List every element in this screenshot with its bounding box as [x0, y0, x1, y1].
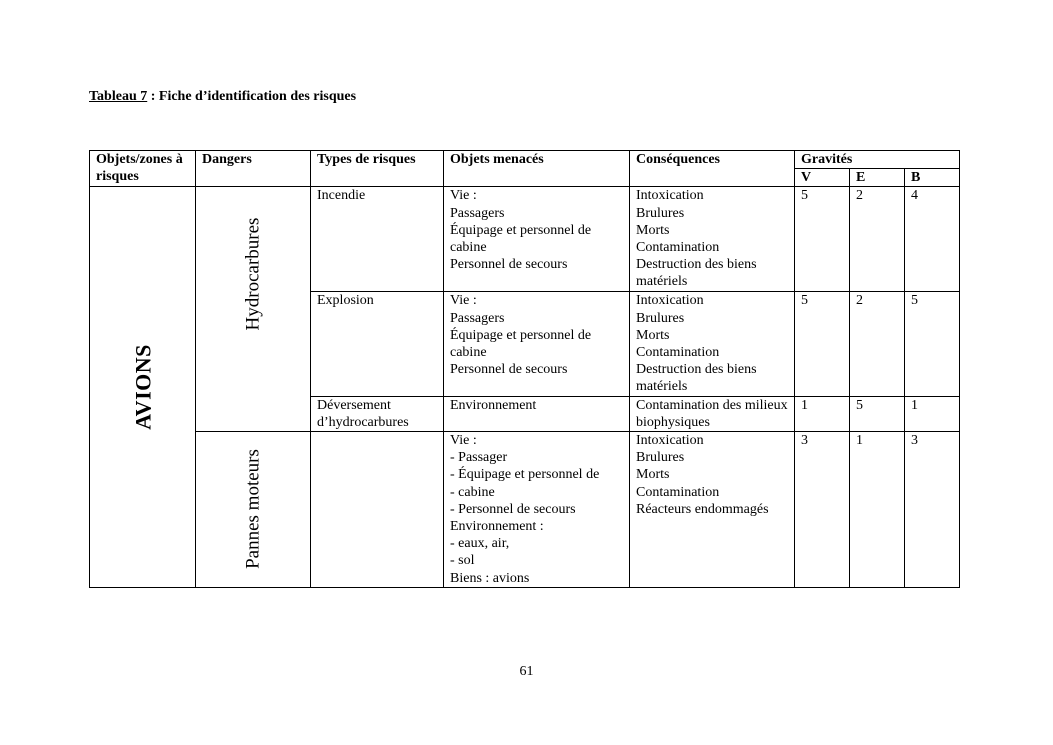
header-dangers: Dangers — [196, 151, 311, 187]
severity-b: 3 — [905, 432, 960, 588]
consequences: Contamination des milieux biophysiques — [630, 396, 795, 431]
severity-v: 5 — [795, 292, 850, 396]
threatened-objects: Vie : Passagers Équipage et personnel de cabine Personnel de secours — [444, 187, 630, 292]
severity-v: 5 — [795, 187, 850, 292]
risk-type: Explosion — [311, 292, 444, 396]
header-e: E — [850, 169, 905, 187]
severity-e: 5 — [850, 396, 905, 431]
severity-b: 4 — [905, 187, 960, 292]
danger-cell — [196, 432, 311, 588]
header-consequences: Conséquences — [630, 151, 795, 187]
header-objets: Objets menacés — [444, 151, 630, 187]
severity-e: 2 — [850, 292, 905, 396]
severity-e: 2 — [850, 187, 905, 292]
danger-cell — [196, 187, 311, 432]
table-caption — [89, 89, 356, 105]
caption-label: Tableau 7 — [89, 89, 148, 104]
caption-title: : Fiche d’identification des risques — [147, 89, 357, 104]
header-types: Types de risques — [311, 151, 444, 187]
consequences: Intoxication Brulures Morts Contamination Réacteurs endommagés — [630, 432, 795, 588]
threatened-objects: Vie : - Passager - Équipage et personnel de - cabine - Personnel de secours Environnement : - eaux, air, - sol Biens : avions — [444, 432, 630, 588]
header-v: V — [795, 169, 850, 187]
header-gravites: Gravités — [795, 151, 960, 169]
severity-e: 1 — [850, 432, 905, 588]
severity-b: 5 — [905, 292, 960, 396]
risk-type: Incendie — [311, 187, 444, 292]
zone-label: AVIONS — [129, 344, 155, 430]
danger-label: Hydrocarbures — [242, 217, 264, 331]
consequences: Intoxication Brulures Morts Contamination Destruction des biens matériels — [630, 292, 795, 396]
zone-cell — [90, 187, 196, 587]
table-row — [90, 187, 960, 292]
severity-v: 3 — [795, 432, 850, 588]
risk-type: Déversement d’hydrocarbures — [311, 396, 444, 431]
risk-type — [311, 432, 444, 588]
consequences: Intoxication Brulures Morts Contamination Destruction des biens matériels — [630, 187, 795, 292]
risk-table — [89, 150, 960, 588]
severity-v: 1 — [795, 396, 850, 431]
header-zone: Objets/zones à risques — [90, 151, 196, 187]
threatened-objects: Vie : Passagers Équipage et personnel de cabine Personnel de secours — [444, 292, 630, 396]
severity-b: 1 — [905, 396, 960, 431]
threatened-objects: Environnement — [444, 396, 630, 431]
danger-label: Pannes moteurs — [242, 449, 264, 570]
page-number: 61 — [519, 664, 534, 679]
header-b: B — [905, 169, 960, 187]
table-row — [90, 432, 960, 588]
